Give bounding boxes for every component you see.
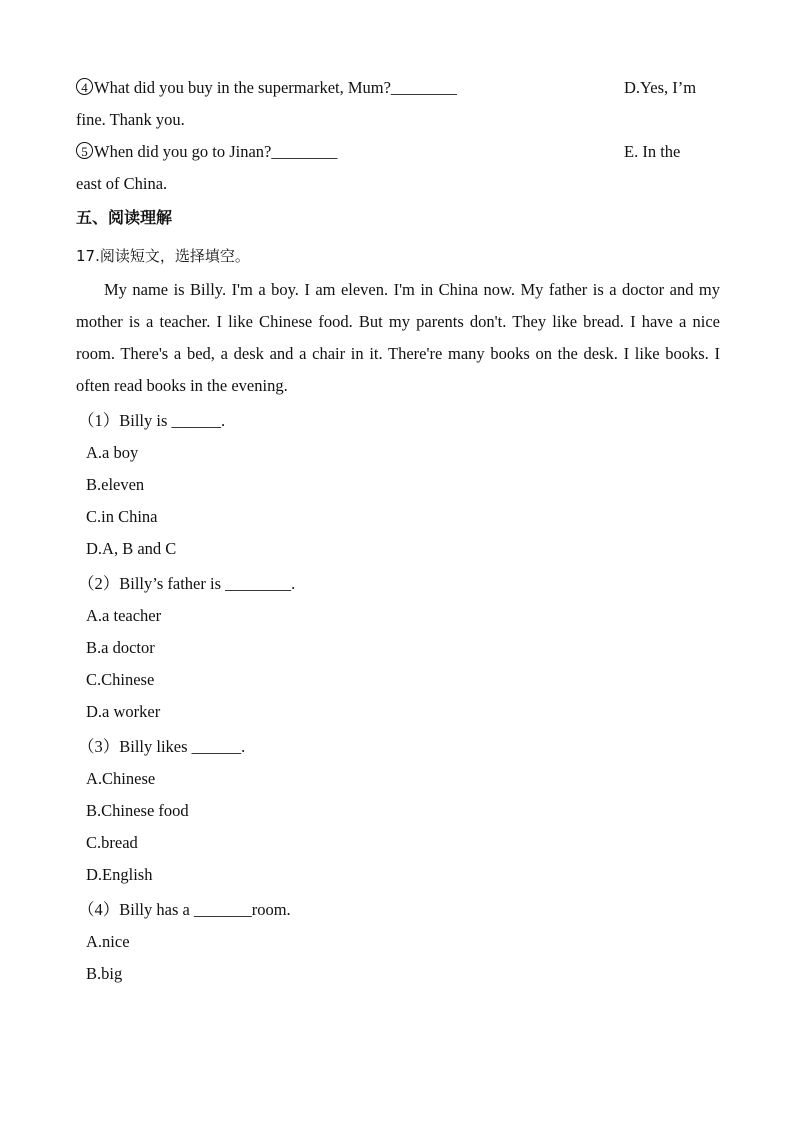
option-a: A.Chinese	[86, 769, 156, 788]
section-title: 五、阅读理解	[76, 208, 173, 227]
subquestion-1-stem: （1）Billy is ______.	[78, 411, 226, 430]
option-b: B.eleven	[86, 475, 145, 494]
document-page	[76, 72, 720, 990]
matching-answer: E. In the	[624, 142, 681, 161]
option-d: D.A, B and C	[86, 539, 177, 558]
option-d: D.English	[86, 865, 153, 884]
matching-answer: D.Yes, I’m	[624, 78, 697, 97]
option-b: B.Chinese food	[86, 801, 189, 820]
option-a: A.a teacher	[86, 606, 162, 625]
matching-item-4	[76, 72, 720, 104]
option-a: A.a boy	[86, 443, 139, 462]
subquestion-3-stem: （3）Billy likes ______.	[78, 737, 246, 756]
option-b: B.a doctor	[86, 638, 155, 657]
circled-number: 4	[76, 78, 93, 95]
option-c: C.Chinese	[86, 670, 155, 689]
subquestion-2-stem: （2）Billy’s father is ________.	[78, 574, 296, 593]
matching-question-text: When did you go to Jinan?________	[94, 142, 338, 161]
matching-answer-continuation: fine. Thank you.	[76, 110, 185, 129]
reading-passage: My name is Billy. I'm a boy. I am eleven. I'm in China now. My father is a doctor and my mother is a teacher. I like Chinese food. But my parents don't. They like bread. I have a nice room. There's a bed, a desk and a chair in it. There're many books on the desk. I like books. I often read books in the evening.	[76, 280, 720, 395]
matching-answer-continuation: east of China.	[76, 174, 168, 193]
circled-number: 5	[76, 142, 93, 159]
question-17-title: 17.阅读短文，选择填空。	[76, 247, 250, 265]
matching-question	[76, 72, 457, 104]
option-d: D.a worker	[86, 702, 161, 721]
matching-item-5	[76, 136, 720, 168]
option-b: B.big	[86, 964, 123, 983]
subquestion-4-stem: （4）Billy has a _______room.	[78, 900, 291, 919]
option-c: C.in China	[86, 507, 158, 526]
matching-question	[76, 136, 337, 168]
option-c: C.bread	[86, 833, 138, 852]
matching-question-text: What did you buy in the supermarket, Mum?________	[94, 78, 457, 97]
option-a: A.nice	[86, 932, 130, 951]
